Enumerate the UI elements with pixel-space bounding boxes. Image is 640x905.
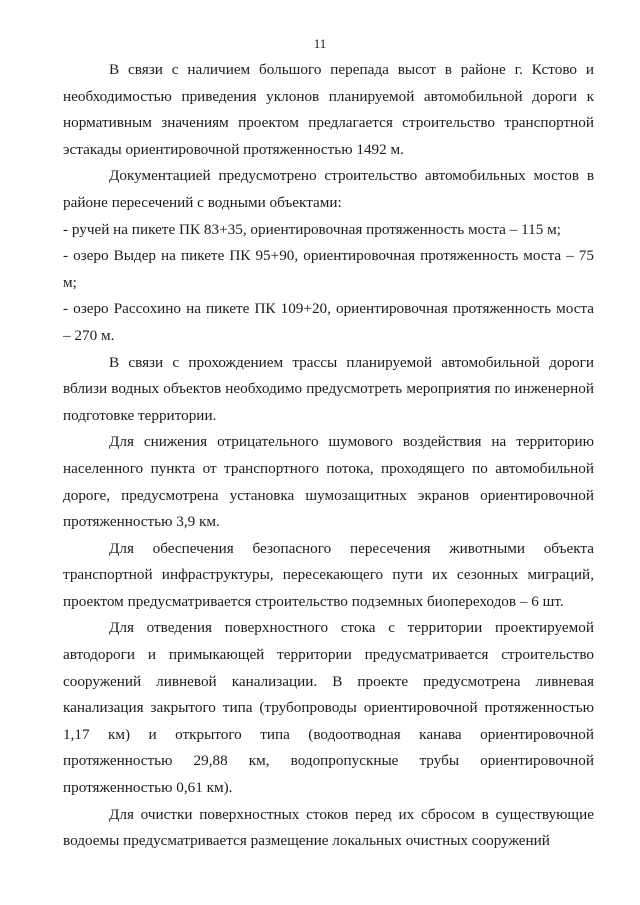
list-item-stream-bridge: - ручей на пикете ПК 83+35, ориентировочная протяженность моста – 115 м;	[63, 220, 561, 238]
paragraph-bridges-intro: Документацией предусмотрено строительство автомобильных мостов в районе пересечений с водными объектами:	[63, 167, 594, 211]
paragraph-wildlife-crossings: Для обеспечения безопасного пересечения животными объекта транспортной инфраструктуры, пересекающего пути их сезонных миграций, проектом предусматривается строительство подземных биопереходов – 6 шт.	[63, 539, 594, 610]
paragraph-treatment-facilities: Для очистки поверхностных стоков перед их сбросом в существующие водоемы предусматривается размещение локальных очистных сооружений	[63, 805, 594, 850]
paragraph-engineering-preparation: В связи с прохождением трассы планируемой автомобильной дороги вблизи водных объектов необходимо предусмотреть мероприятия по инженерной подготовке территории.	[63, 353, 594, 424]
paragraph-noise-barriers: Для снижения отрицательного шумового воздействия на территорию населенного пункта от транспортного потока, проходящего по автомобильной дороге, предусмотрена установка шумозащитных экранов ориентировочной протяженностью 3,9 км.	[63, 433, 594, 531]
document-body	[63, 57, 594, 855]
paragraph-overpass: В связи с наличием большого перепада высот в районе г. Кстово и необходимостью приведения уклонов планируемой автомобильной дороги к нормативным значениям проектом предлагается строительство транспортной эстакады ориентировочной протяженностью 1492 м.	[63, 61, 594, 158]
paragraph-stormwater-drainage: Для отведения поверхностного стока с территории проектируемой автодороги и примыкающей территории предусматривается строительство сооружений ливневой канализации. В проекте предусмотрена ливневая канализация закрытого типа (трубопроводы ориентировочной протяженностью 1,17 км) и открытого типа (водоотводная канава ориентировочной протяженностью 29,88 км, водопропускные трубы ориентировочной протяженностью 0,61 км).	[63, 619, 594, 797]
page-number: 11	[313, 36, 327, 51]
list-item-vyder-bridge: - озеро Выдер на пикете ПК 95+90, ориентировочная протяженность моста – 75 м;	[63, 247, 594, 291]
list-item-rassokhino-bridge: - озеро Рассохино на пикете ПК 109+20, ориентировочная протяженность моста – 270 м.	[63, 300, 594, 344]
